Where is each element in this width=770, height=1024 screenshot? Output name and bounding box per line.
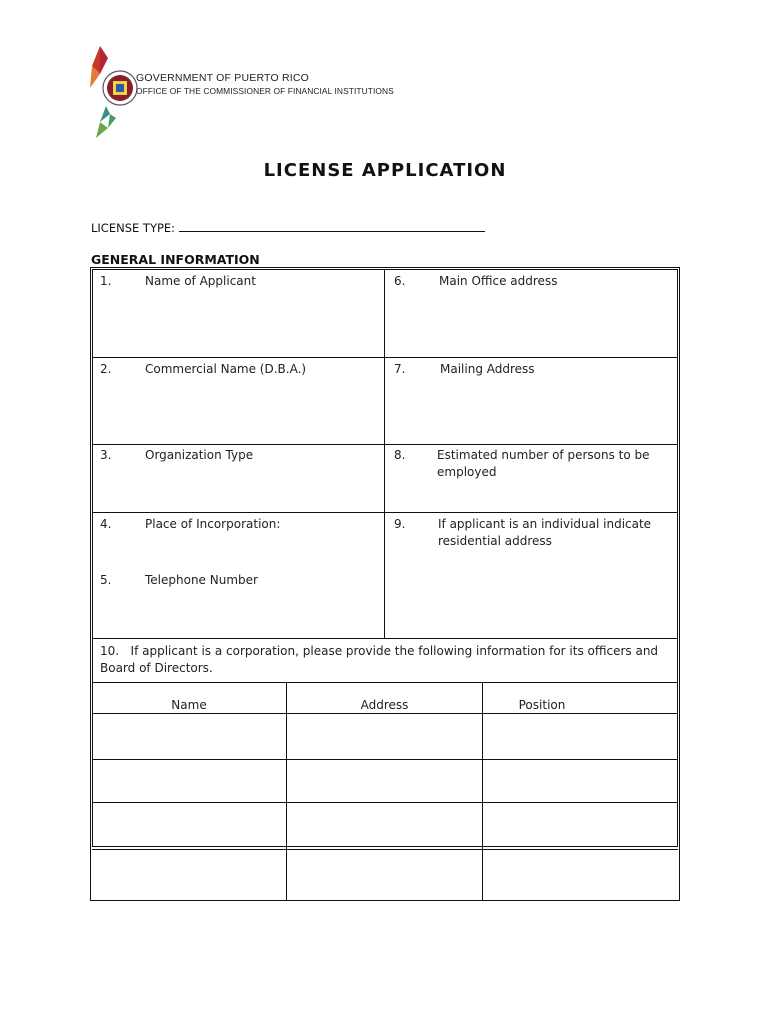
- field-number: 2.: [100, 362, 112, 376]
- field-organization-type[interactable]: [93, 445, 383, 511]
- field-telephone-number[interactable]: [93, 569, 383, 637]
- officer-position-cell[interactable]: [483, 714, 677, 758]
- field-residential-address[interactable]: [385, 513, 677, 637]
- field-number: 7.: [394, 362, 406, 376]
- officer-name-cell[interactable]: [93, 714, 285, 758]
- field-label: Name of Applicant: [145, 274, 256, 288]
- field-number: 5.: [100, 573, 112, 587]
- officer-position-cell[interactable]: [483, 803, 677, 848]
- field-name-of-applicant[interactable]: [93, 270, 383, 356]
- officer-address-cell[interactable]: [287, 803, 481, 848]
- field-label: If applicant is an individual indicate residential address: [438, 517, 652, 548]
- field-label: Main Office address: [439, 274, 558, 288]
- field-number: 3.: [100, 448, 112, 462]
- officer-address-cell[interactable]: [287, 850, 481, 899]
- officers-column-address: Address: [360, 698, 409, 712]
- question-10-number: 10.: [100, 644, 120, 658]
- officer-position-cell[interactable]: [483, 760, 677, 801]
- officer-name-cell[interactable]: [93, 803, 285, 848]
- field-label: Place of Incorporation:: [145, 517, 281, 531]
- license-type-label: LICENSE TYPE:: [91, 221, 176, 235]
- question-10: [100, 643, 672, 677]
- officers-column-position: Position: [518, 698, 566, 712]
- section-title: GENERAL INFORMATION: [91, 252, 260, 267]
- row-divider: [92, 638, 678, 639]
- field-number: 8.: [394, 448, 406, 462]
- field-commercial-name[interactable]: [93, 358, 383, 443]
- field-place-of-incorporation[interactable]: [93, 513, 383, 569]
- officers-table-top: [92, 682, 678, 683]
- officer-address-cell[interactable]: [287, 760, 481, 801]
- field-label: Commercial Name (D.B.A.): [145, 362, 307, 376]
- officers-column-name: Name: [171, 698, 207, 712]
- field-mailing-address[interactable]: [385, 358, 677, 443]
- field-number: 1.: [100, 274, 112, 288]
- field-number: 6.: [394, 274, 406, 288]
- field-estimated-employees[interactable]: [385, 445, 677, 511]
- field-main-office-address[interactable]: [385, 270, 677, 356]
- field-number: 9.: [394, 517, 406, 531]
- license-type-row: [91, 221, 485, 235]
- field-label: Mailing Address: [440, 362, 535, 376]
- officer-name-cell[interactable]: [93, 850, 285, 899]
- question-10-text: If applicant is a corporation, please provide the following information for its officers and Board of Directors.: [100, 644, 659, 675]
- officer-address-cell[interactable]: [287, 714, 481, 758]
- office-name: OFFICE OF THE COMMISSIONER OF FINANCIAL INSTITUTIONS: [136, 86, 394, 96]
- field-label: Telephone Number: [145, 573, 258, 587]
- page-title: LICENSE APPLICATION: [263, 160, 507, 181]
- field-number: 4.: [100, 517, 112, 531]
- government-name: GOVERNMENT OF PUERTO RICO: [136, 72, 310, 84]
- license-type-input-line[interactable]: [179, 221, 485, 232]
- officer-position-cell[interactable]: [483, 850, 677, 899]
- officer-name-cell[interactable]: [93, 760, 285, 801]
- field-label: Estimated number of persons to be employed: [437, 448, 650, 479]
- field-label: Organization Type: [145, 448, 254, 462]
